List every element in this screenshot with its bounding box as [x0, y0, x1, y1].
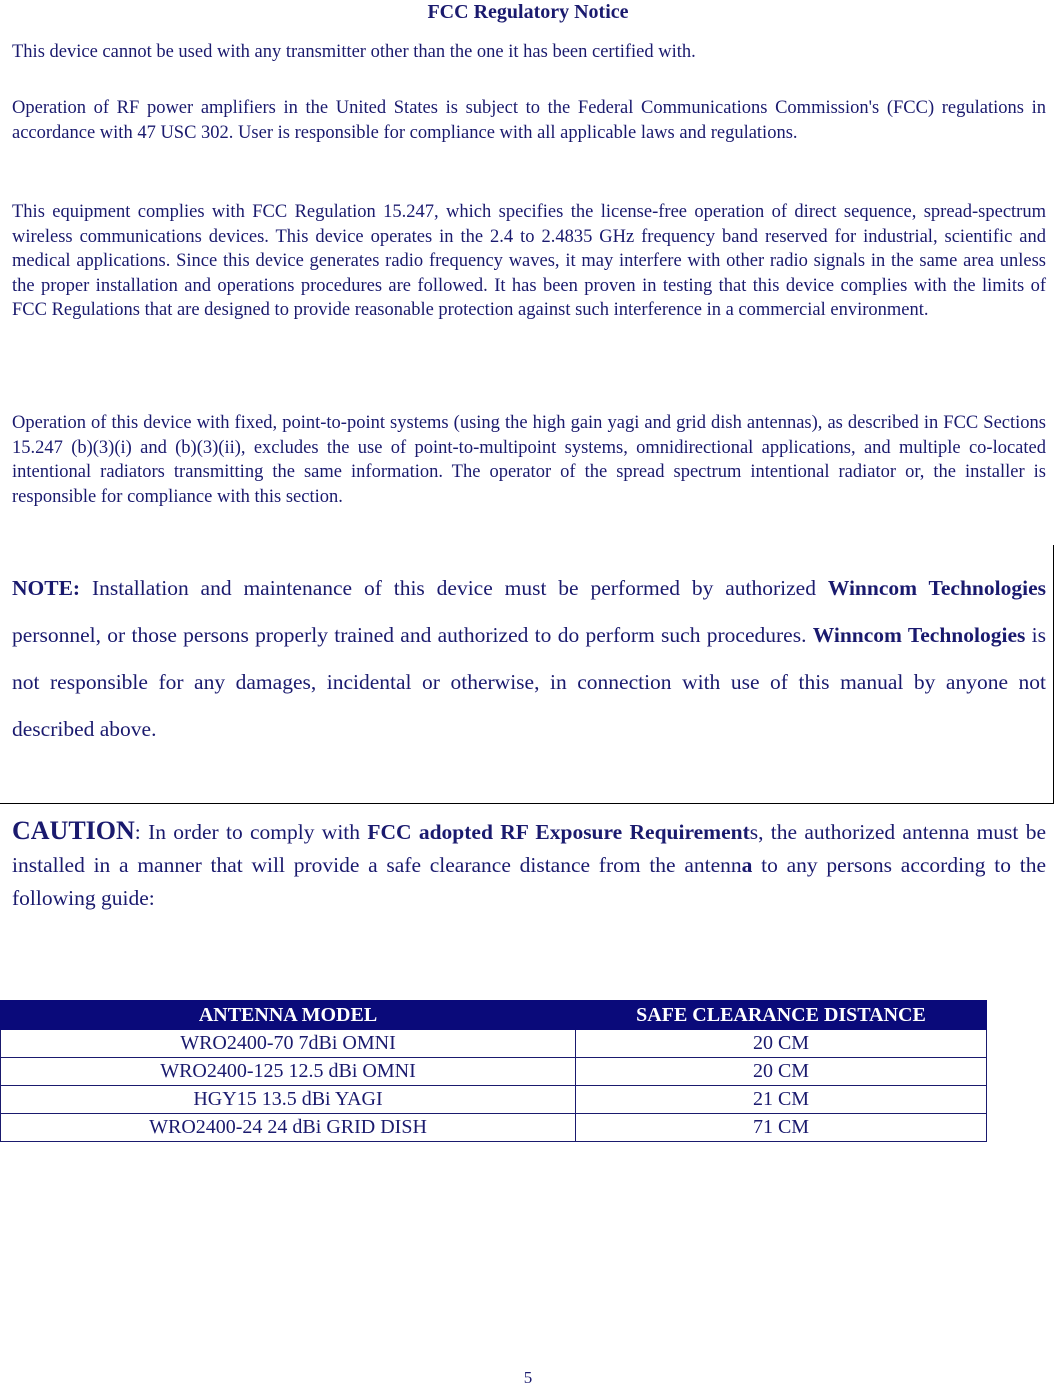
paragraph-fcc-15-247: This equipment complies with FCC Regulation 15.247, which specifies the license-free operation of direct sequence, spread-spectrum wireless communications devices. This device operates in the 2.4 to 2.4835 GHz frequency band reserved for industrial, scientific and medical applications. Since this device generates radio frequency waves, it may interfere with other radio signals in the same area unless the proper installation and operations procedures are followed. It has been proven in testing that this device complies with the limits of FCC Regulations that are designed to provide reasonable protection against such interference in a commercial environment. [12, 202, 1046, 320]
paragraph-rf-amplifiers: Operation of RF power amplifiers in the United States is subject to the Federal Communications Commission's (FCC) regulations in accordance with 47 USC 302. User is responsible for compliance with all applicable laws and regulations. [12, 98, 1046, 143]
page-title: FCC Regulatory Notice [427, 1, 629, 23]
caution-label: CAUTION [12, 816, 135, 845]
header-antenna-model: ANTENNA MODEL [1, 1001, 576, 1030]
note-text-part-1: Installation and maintenance of this device must be performed by authorized [80, 576, 828, 600]
header-safe-clearance-distance: SAFE CLEARANCE DISTANCE [576, 1001, 987, 1030]
paragraph-certification: This device cannot be used with any transmitter other than the one it has been certified with. [12, 42, 696, 62]
antenna-model-cell: WRO2400-70 7dBi OMNI [1, 1030, 576, 1058]
caution-text-part-3: to any persons according to the following guide: [12, 853, 1047, 910]
caution-text-part-2: s, the authorized antenna must be installed in a manner that will provide a safe clearance distance from the antenn [12, 820, 1046, 877]
clearance-distance-cell: 20 CM [576, 1058, 987, 1086]
note-text-part-3: is not responsible for any damages, incidental or otherwise, in connection with use of this manual by anyone not described above. [12, 623, 1047, 741]
table-row [1, 1058, 987, 1086]
table-header-row [1, 1001, 987, 1030]
table-row [1, 1030, 987, 1058]
caution-colon: : [134, 820, 141, 844]
antenna-model-cell: WRO2400-125 12.5 dBi OMNI [1, 1058, 576, 1086]
caution-emphasis-a: a [741, 853, 753, 877]
paragraph-point-to-point: Operation of this device with fixed, point-to-point systems (using the high gain yagi and grid dish antennas), as described in FCC Sections 15.247 (b)(3)(i) and (b)(3)(ii), excludes the use of point-to-multipoint systems, omnidirectional applications, and multiple co-located intentional radiators transmitting the same information. The operator of the spread spectrum intentional radiator or, the installer is responsible for compliance with this section. [12, 413, 1046, 507]
table-row [1, 1114, 987, 1142]
clearance-distance-cell: 21 CM [576, 1086, 987, 1114]
note-label: NOTE: [12, 576, 81, 600]
note-text [12, 565, 1046, 753]
clearance-distance-cell: 71 CM [576, 1114, 987, 1142]
note-company-1: Winncom Technologies [827, 576, 1046, 600]
antenna-model-cell: HGY15 13.5 dBi YAGI [1, 1086, 576, 1114]
antenna-model-cell: WRO2400-24 24 dBi GRID DISH [1, 1114, 576, 1142]
table-row [1, 1086, 987, 1114]
page-number: 5 [523, 1368, 533, 1387]
note-text-part-2: personnel, or those persons properly trained and authorized to do perform such procedures. [12, 623, 813, 647]
caution-text [12, 814, 1046, 915]
caution-emphasis: FCC adopted RF Exposure Requirement [367, 820, 750, 844]
clearance-table [0, 1000, 987, 1142]
clearance-distance-cell: 20 CM [576, 1030, 987, 1058]
note-company-2: Winncom Technologies [812, 623, 1026, 647]
caution-text-part-1: In order to comply with [140, 820, 368, 844]
